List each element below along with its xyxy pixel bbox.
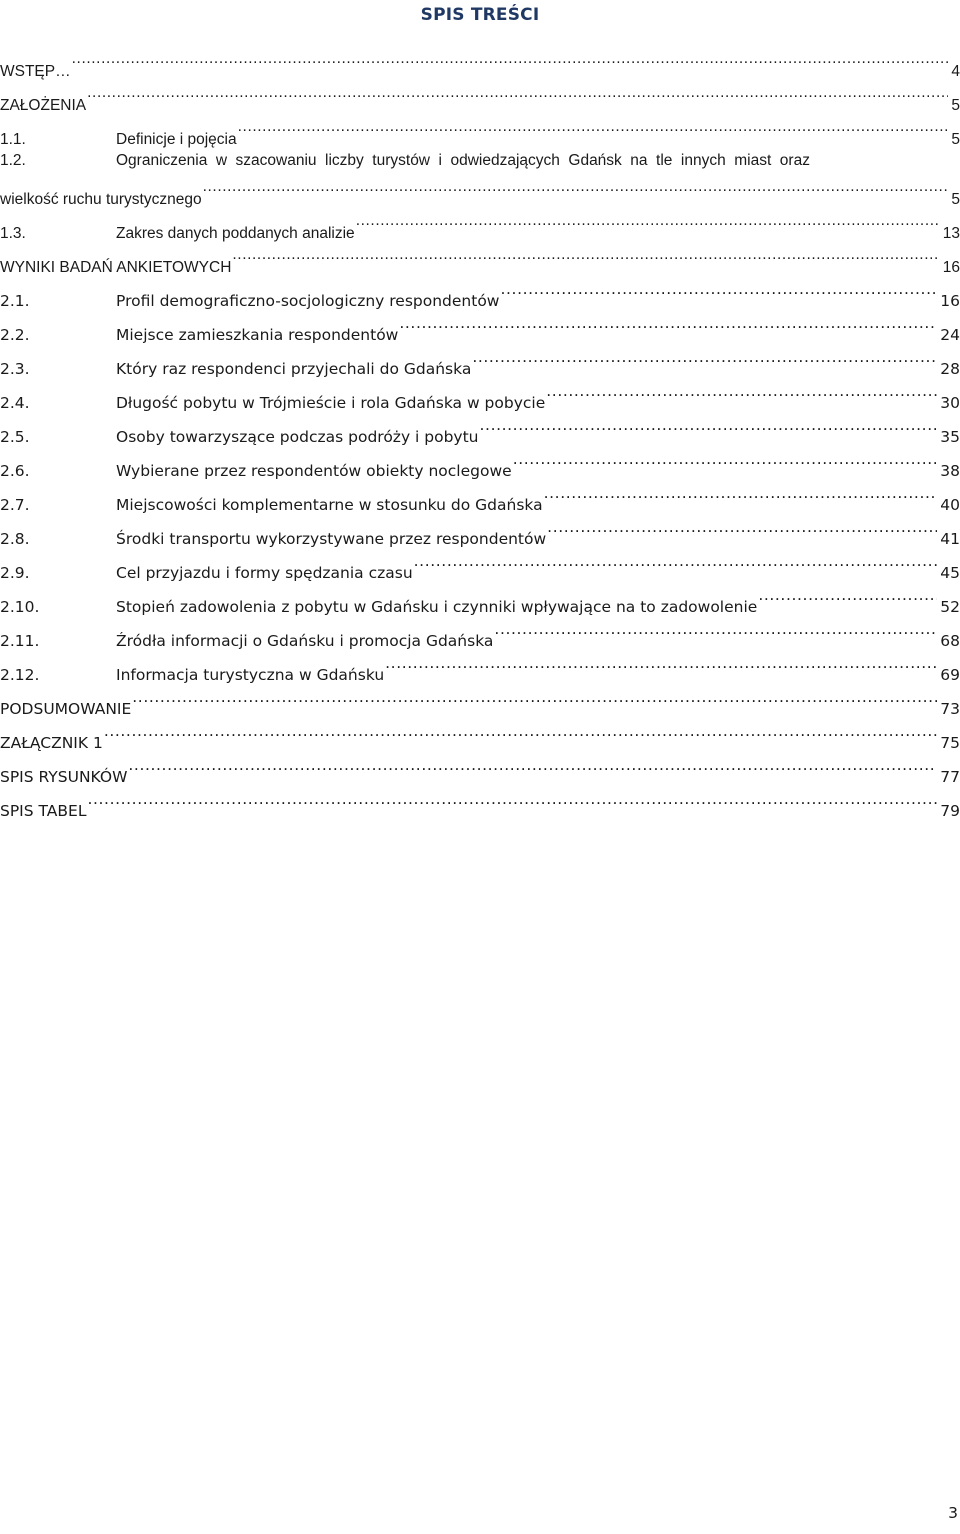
toc-entry-text: Który raz respondenci przyjechali do Gdańska — [116, 360, 472, 378]
dot-leader — [104, 714, 937, 748]
dot-leader — [513, 442, 938, 476]
toc-entry-number: 2.4. — [0, 394, 30, 412]
toc-entry-page: 13 — [942, 225, 960, 242]
toc-entry-text: ZAŁĄCZNIK 1 — [0, 734, 103, 752]
toc-entry-number: 1.1. — [0, 131, 26, 148]
toc-entry-text: Wybierane przez respondentów obiekty noclegowe — [116, 462, 512, 480]
toc-entry[interactable] — [0, 42, 960, 80]
toc-entry-text: Informacja turystyczna w Gdańsku — [116, 666, 385, 684]
toc-entry-number: 2.10. — [0, 598, 40, 616]
toc-entry[interactable] — [0, 238, 960, 276]
toc-entry[interactable] — [0, 476, 960, 514]
page-number: 3 — [948, 1504, 958, 1522]
toc-entry-number: 2.7. — [0, 496, 30, 514]
dot-leader — [203, 170, 949, 204]
toc-entry-page: 5 — [951, 131, 960, 148]
toc-entry[interactable] — [0, 646, 960, 684]
toc-entry-number: 2.8. — [0, 530, 30, 548]
toc-entry-number: 1.2. — [0, 152, 26, 169]
toc-entry-number: 2.3. — [0, 360, 30, 378]
toc-entry[interactable] — [0, 782, 960, 820]
toc-entry[interactable] — [0, 680, 960, 718]
toc-entry-text: Zakres danych poddanych analizie — [116, 225, 355, 242]
toc-entry-text: Źródła informacji o Gdańsku i promocja Gdańska — [116, 632, 494, 650]
toc-entry-page: 68 — [940, 632, 960, 650]
dot-leader — [132, 680, 937, 714]
toc-entry-text: Środki transportu wykorzystywane przez respondentów — [116, 530, 547, 548]
toc-entry-page: 5 — [951, 191, 960, 208]
toc-entry-page: 79 — [940, 802, 960, 820]
toc-entry-text: SPIS RYSUNKÓW — [0, 768, 128, 786]
toc-entry-page: 16 — [942, 259, 960, 276]
toc-entry-page: 28 — [940, 360, 960, 378]
toc-entry-number: 2.2. — [0, 326, 30, 344]
toc-entry-text-line2: wielkość ruchu turystycznego — [0, 191, 202, 208]
toc-entry-text: Stopień zadowolenia z pobytu w Gdańsku i czynniki wpływające na to zadowolenie — [116, 598, 758, 616]
dot-leader — [72, 42, 949, 76]
dot-leader — [238, 110, 949, 144]
toc-entry[interactable] — [0, 144, 960, 208]
dot-leader — [87, 782, 937, 816]
toc-entry-number: 1.3. — [0, 225, 26, 242]
toc-entry-text: Miejscowości komplementarne w stosunku do Gdańska — [116, 496, 543, 514]
dot-leader — [128, 748, 937, 782]
toc-entry-number: 2.12. — [0, 666, 40, 684]
toc-entry[interactable] — [0, 408, 960, 446]
dot-leader — [414, 544, 938, 578]
toc-entry[interactable] — [0, 306, 960, 344]
toc-entry-page: 73 — [940, 700, 960, 718]
toc-entry-number: 2.5. — [0, 428, 30, 446]
dot-leader — [500, 272, 937, 306]
toc-entry[interactable] — [0, 748, 960, 786]
toc-entry-text: Cel przyjazdu i formy spędzania czasu — [116, 564, 413, 582]
toc-entry[interactable] — [0, 374, 960, 412]
toc-entry[interactable] — [0, 272, 960, 310]
toc-entry[interactable] — [0, 204, 960, 242]
toc-entry-page: 75 — [940, 734, 960, 752]
toc-entry[interactable] — [0, 714, 960, 752]
toc-entry-page: 30 — [940, 394, 960, 412]
page-title: SPIS TREŚCI — [420, 5, 540, 25]
dot-leader — [232, 238, 939, 272]
toc-entry-page: 45 — [940, 564, 960, 582]
dot-leader — [546, 374, 937, 408]
toc-entry[interactable] — [0, 110, 960, 148]
toc-entry-page: 35 — [940, 428, 960, 446]
toc-entry[interactable] — [0, 612, 960, 650]
toc-entry-text: ZAŁOŻENIA — [0, 97, 87, 114]
toc-entry-text: WYNIKI BADAŃ ANKIETOWYCH — [0, 259, 232, 276]
dot-leader — [472, 340, 937, 374]
toc-entry-text: Miejsce zamieszkania respondentów — [116, 326, 399, 344]
toc-entry-text: Długość pobytu w Trójmieście i rola Gdańska w pobycie — [116, 394, 546, 412]
toc-entry-number: 2.6. — [0, 462, 30, 480]
dot-leader — [547, 510, 937, 544]
dot-leader — [87, 76, 948, 110]
toc-entry[interactable] — [0, 578, 960, 616]
toc-entry-page: 77 — [940, 768, 960, 786]
toc-entry[interactable] — [0, 544, 960, 582]
table-of-contents — [0, 42, 960, 820]
dot-leader — [399, 306, 937, 340]
dot-leader — [480, 408, 938, 442]
toc-entry-text: Osoby towarzyszące podczas podróży i pobytu — [116, 428, 479, 446]
dot-leader — [356, 204, 940, 238]
toc-entry[interactable] — [0, 340, 960, 378]
toc-entry-page: 4 — [951, 63, 960, 80]
dot-leader — [758, 578, 937, 612]
toc-entry-number: 2.1. — [0, 292, 30, 310]
toc-entry-text: PODSUMOWANIE — [0, 700, 132, 718]
toc-entry-page: 69 — [940, 666, 960, 684]
dot-leader — [544, 476, 938, 510]
toc-entry-page: 16 — [940, 292, 960, 310]
toc-entry[interactable] — [0, 76, 960, 114]
toc-entry-page: 24 — [940, 326, 960, 344]
toc-entry-text: Definicje i pojęcia — [116, 131, 237, 148]
dot-leader — [385, 646, 937, 680]
toc-entry[interactable] — [0, 442, 960, 480]
toc-entry-number: 2.11. — [0, 632, 40, 650]
toc-entry-number: 2.9. — [0, 564, 30, 582]
toc-entry-text-line1: Ograniczenia w szacowaniu liczby turystów i odwiedzających Gdańsk na tle innych miast oraz — [116, 152, 810, 169]
dot-leader — [494, 612, 937, 646]
toc-entry-page: 5 — [951, 97, 960, 114]
toc-entry-page: 38 — [940, 462, 960, 480]
toc-entry-page: 52 — [940, 598, 960, 616]
toc-entry-page: 40 — [940, 496, 960, 514]
toc-entry-page: 41 — [940, 530, 960, 548]
toc-entry[interactable] — [0, 510, 960, 548]
toc-entry-text: SPIS TABEL — [0, 802, 87, 820]
toc-entry-text: Profil demograficzno-socjologiczny respondentów — [116, 292, 500, 310]
toc-entry-text: WSTĘP… — [0, 63, 71, 80]
